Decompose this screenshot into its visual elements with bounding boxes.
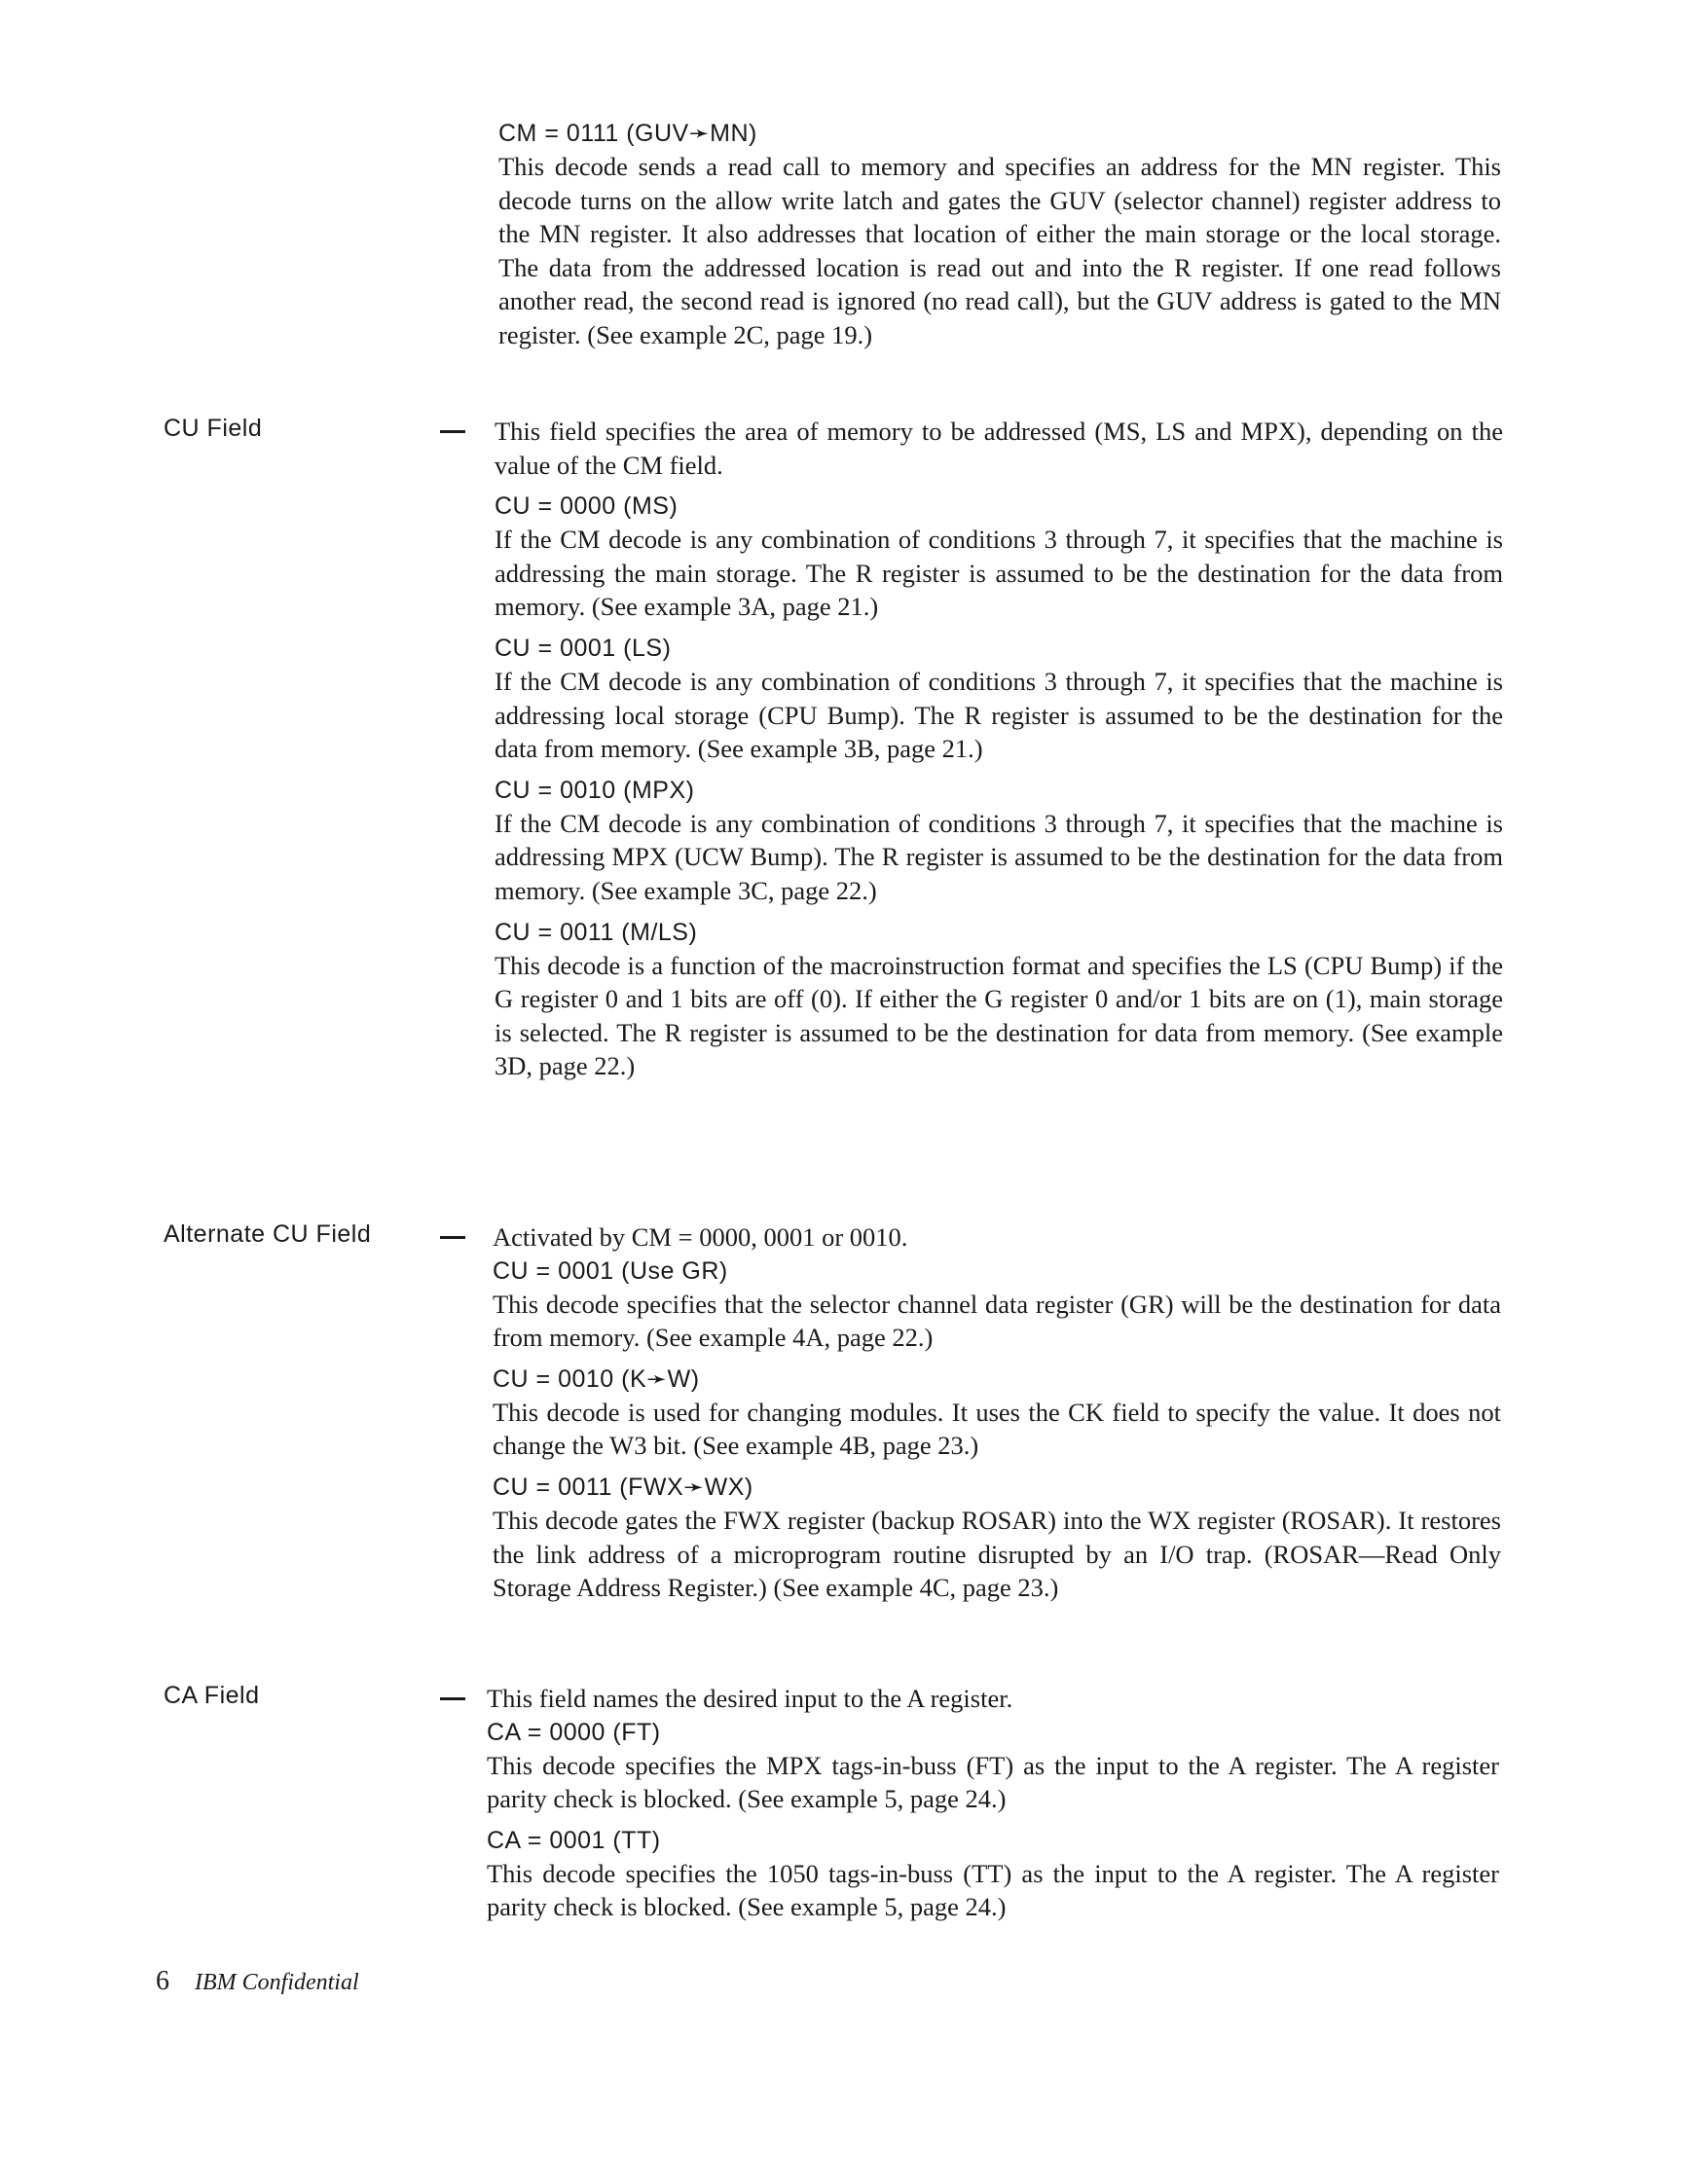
- alternate-cu-field-label: Alternate CU Field: [164, 1220, 372, 1248]
- alt-cu-0001-description: This decode specifies that the selector channel data register (GR) will be the destination for data from memory. (See example 4A, page 22.): [493, 1289, 1501, 1353]
- ca-field-label: CA Field: [164, 1682, 260, 1709]
- alt-cu-0011-entry: [493, 1471, 1501, 1605]
- ca-0001-entry: [487, 1824, 1499, 1924]
- cu-0000-code: CU = 0000 (MS): [495, 492, 679, 521]
- cu-field-body: [495, 415, 1503, 1091]
- ca-field-body: [487, 1682, 1499, 1932]
- cu-0000-description: If the CM decode is any combination of conditions 3 through 7, it specifies that the machine is addressing the main storage. The R register is assumed to be the destination for the data from memory. (See example 3A, page 21.): [495, 525, 1503, 622]
- alt-cu-0010-description: This decode is used for changing modules. It uses the CK field to specify the value. It does not change the W3 bit. (See example 4B, page 23.): [493, 1397, 1501, 1461]
- ca-field-dash: [440, 1697, 465, 1700]
- confidential-notice: IBM Confidential: [195, 1970, 359, 1995]
- alt-cu-0001-entry: [493, 1255, 1501, 1355]
- page-footer: [156, 1966, 359, 1997]
- alt-cu-0010-entry: [493, 1363, 1501, 1463]
- cu-field-label: CU Field: [164, 415, 263, 442]
- alternate-cu-field-dash: [440, 1236, 465, 1239]
- alt-cu-0011-code: CU = 0011 (FWX➛WX): [493, 1473, 753, 1501]
- cm-0111-description: This decode sends a read call to memory and specifies an address for the MN register. This decode turns on the allow write latch and gates the GUV (selector channel) register address to the MN register. It also addresses that location of either the main storage or the local storage. The data from the addressed location is read out and into the R register. If one read follows another read, the second read is ignored (no read call), but the GUV address is gated to the MN register. (See example 2C, page 19.): [498, 152, 1501, 349]
- ca-field-intro: This field names the desired input to the A register.: [487, 1684, 1013, 1713]
- cu-0010-code: CU = 0010 (MPX): [495, 776, 695, 804]
- alternate-cu-field-body: [493, 1220, 1501, 1613]
- page-number: 6: [156, 1966, 169, 1996]
- ca-0000-entry: [487, 1716, 1499, 1816]
- cu-0011-entry: [495, 916, 1503, 1083]
- cm-0111-code: CM = 0111 (GUV➛MN): [498, 120, 757, 147]
- cu-0010-description: If the CM decode is any combination of conditions 3 through 7, it specifies that the machine is addressing MPX (UCW Bump). The R register is assumed to be the destination for the data from memory. (See example 3C, page 22.): [495, 808, 1503, 905]
- cu-0011-description: This decode is a function of the macroinstruction format and specifies the LS (CPU Bump) if the G register 0 and 1 bits are off (0). If either the G register 0 and/or 1 bits are on (1), main storage is selected. The R register is assumed to be the destination for data from memory. (See example 3D, page 22.): [495, 950, 1503, 1081]
- ca-0000-description: This decode specifies the MPX tags-in-buss (FT) as the input to the A register. The A register parity check is blocked. (See example 5, page 24.): [487, 1750, 1499, 1814]
- alt-cu-0001-code: CU = 0001 (Use GR): [493, 1256, 728, 1285]
- cu-field-intro: This field specifies the area of memory to be addressed (MS, LS and MPX), depending on the value of the CM field.: [495, 417, 1503, 480]
- ca-0000-code: CA = 0000 (FT): [487, 1718, 661, 1746]
- cu-0001-description: If the CM decode is any combination of conditions 3 through 7, it specifies that the machine is addressing local storage (CPU Bump). The R register is assumed to be the destination for the data from memory. (See example 3B, page 21.): [495, 666, 1503, 764]
- cu-field-dash: [440, 430, 465, 433]
- cu-0000-entry: [495, 490, 1503, 624]
- ca-0001-code: CA = 0001 (TT): [487, 1826, 661, 1854]
- cu-0001-entry: [495, 632, 1503, 766]
- alternate-cu-field-intro: Activated by CM = 0000, 0001 or 0010.: [493, 1222, 908, 1252]
- cm-continuation-body: [498, 117, 1501, 352]
- alt-cu-0011-description: This decode gates the FWX register (backup ROSAR) into the WX register (ROSAR). It restores the link address of a microprogram routine disrupted by an I/O trap. (ROSAR—Read Only Storage Address Register.) (See example 4C, page 23.): [493, 1505, 1501, 1603]
- ca-0001-description: This decode specifies the 1050 tags-in-buss (TT) as the input to the A register. The A register parity check is blocked. (See example 5, page 24.): [487, 1858, 1499, 1922]
- alt-cu-0010-code: CU = 0010 (K➛W): [493, 1365, 700, 1393]
- cu-0001-code: CU = 0001 (LS): [495, 634, 672, 662]
- cu-0010-entry: [495, 774, 1503, 908]
- cu-0011-code: CU = 0011 (M/LS): [495, 918, 698, 946]
